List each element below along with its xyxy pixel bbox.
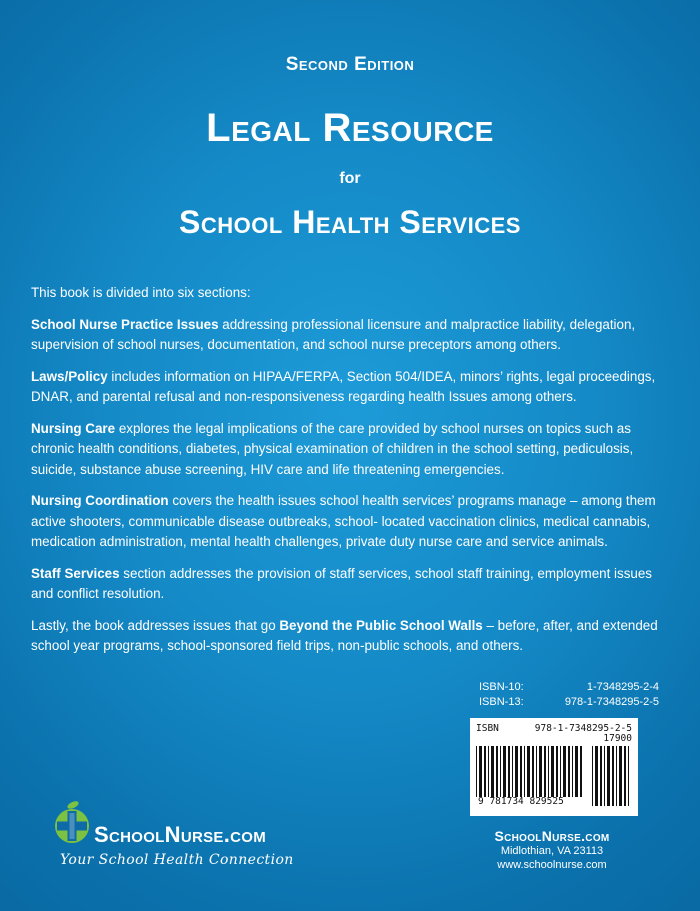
book-title: Legal Resource — [206, 106, 494, 150]
barcode-bar — [612, 746, 614, 806]
edition-label: Second Edition — [285, 54, 415, 75]
section-heading: School Nurse Practice Issues — [31, 316, 219, 332]
isbn-info — [479, 680, 659, 710]
description — [31, 283, 671, 668]
publisher-website[interactable]: www.schoolnurse.com — [497, 859, 607, 871]
isbn13-value: 978-1-7348295-2-5 — [564, 696, 659, 708]
section-text: covers the health issues school health services’ programs manage – among them active shooters, communicable disease outbreaks, school- located vaccination clinics, medical cannabis, medication administration, mental health challenges, private duty nurse care and service animals. — [31, 493, 656, 549]
barcode-bar — [628, 746, 629, 806]
barcode — [470, 718, 638, 816]
logo-name: SchoolNurse.com — [94, 822, 267, 847]
isbn10-value: 1-7348295-2-4 — [586, 681, 659, 693]
logo-tagline: Your School Health Connection — [60, 852, 294, 868]
section-heading: Staff Services — [31, 565, 120, 581]
schoolnurse-logo — [52, 800, 352, 880]
section-paragraph — [31, 315, 671, 356]
isbn13-label: ISBN-13: — [479, 696, 524, 708]
barcode-price-code: 17900 — [603, 733, 632, 744]
isbn10-row — [479, 680, 659, 695]
section-text: addressing professional licensure and malpractice liability, delegation, supervision of school nurses, documentation, and school nurse preceptors among others. — [31, 316, 636, 352]
publisher-name: SchoolNurse.com — [494, 828, 610, 844]
isbn13-row — [479, 695, 659, 710]
section-heading: Laws/Policy — [31, 368, 108, 384]
closing-suffix: – before, after, and extended school year programs, school-sponsored field trips, non-public schools, and others. — [31, 617, 658, 653]
barcode-bar — [624, 746, 626, 806]
barcode-digits: 9 781734 829525 — [476, 797, 584, 807]
isbn10-label: ISBN-10: — [479, 681, 524, 693]
closing-prefix: Lastly, the book addresses issues that go — [31, 617, 280, 633]
barcode-bar — [604, 746, 605, 806]
barcode-bar — [616, 746, 617, 806]
section-text: explores the legal implications of the care provided by school nurses on topics such as chronic health conditions, diabetes, physical examination of children in the school setting, pediculosis, suicide, substance abuse screening, HIV care and life threatening emergencies. — [31, 420, 634, 477]
publisher-info — [460, 828, 644, 872]
section-heading: Nursing Care — [31, 420, 116, 436]
barcode-bar — [595, 746, 598, 806]
section-heading: Nursing Coordination — [31, 493, 169, 508]
barcode-isbn-value: 978-1-7348295-2-5 — [534, 723, 632, 734]
publisher-location: Midlothian, VA 23113 — [500, 845, 604, 857]
cross-apple-icon — [52, 800, 92, 844]
section-text: section addresses the provision of staff services, school staff training, employment issues and conflict resolution. — [31, 565, 652, 601]
section-paragraph — [31, 564, 671, 605]
barcode-bar — [600, 746, 602, 806]
book-subtitle: School Health Services — [179, 204, 521, 240]
section-text: includes information on HIPAA/FERPA, Section 504/IDEA, minors’ rights, legal proceedings, DNAR, and parental refusal and non-responsiveness regarding health Issues among others. — [31, 368, 656, 404]
price-bars — [592, 746, 630, 806]
barcode-bar — [619, 746, 622, 806]
barcode-bar — [607, 746, 610, 806]
section-paragraph — [31, 491, 671, 553]
section-paragraph — [31, 367, 671, 408]
title-connector: for — [339, 170, 361, 187]
intro-paragraph: This book is divided into six sections: — [31, 285, 251, 300]
closing-heading: Beyond the Public School Walls — [279, 617, 483, 633]
barcode-isbn-label: ISBN — [476, 723, 499, 734]
barcode-bar — [592, 746, 593, 806]
closing-paragraph — [31, 616, 671, 657]
section-paragraph — [31, 419, 671, 481]
